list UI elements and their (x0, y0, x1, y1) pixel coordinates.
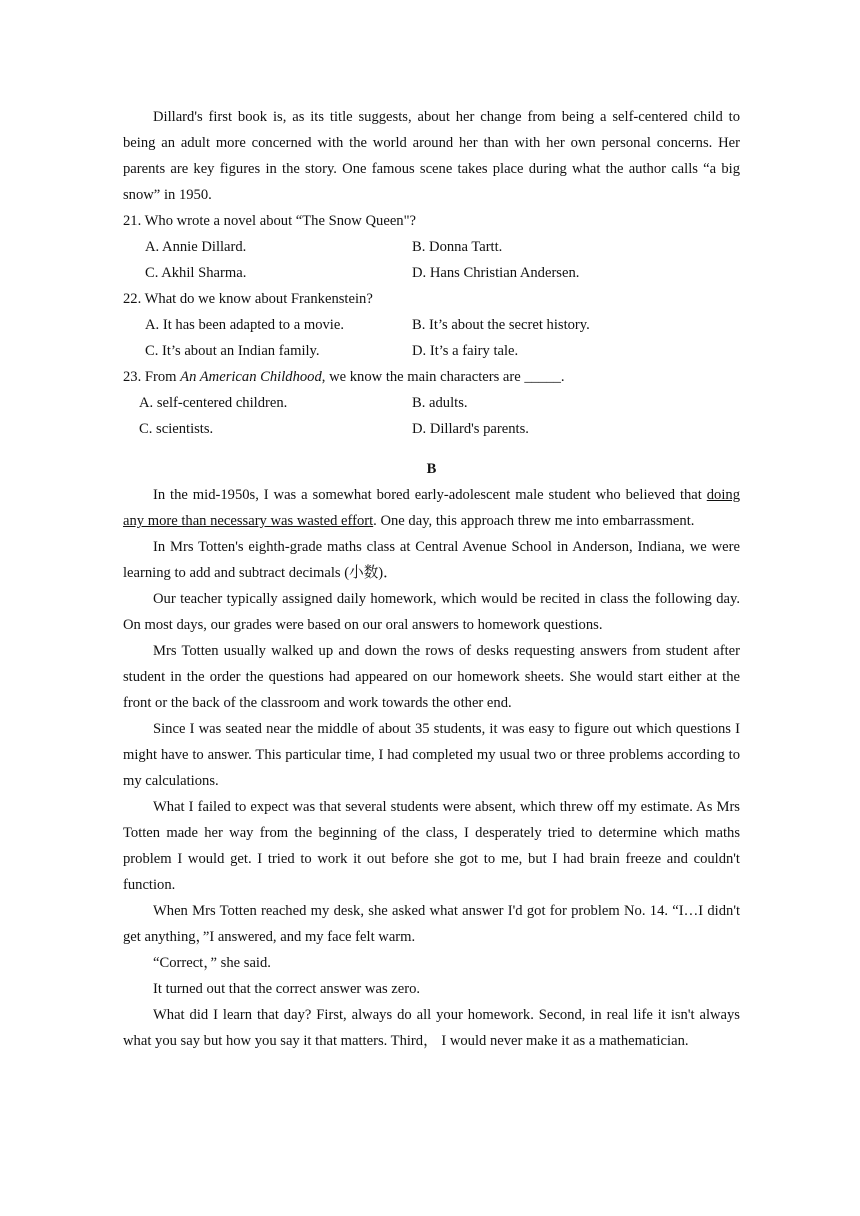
question-23-suffix: , we know the main characters are _____. (321, 369, 565, 385)
question-23-options-row-1 (123, 390, 740, 416)
passage-b-paragraph-1 (123, 482, 740, 534)
passage-b-paragraph-9: It turned out that the correct answer was zero. (153, 981, 421, 997)
question-21-options-row-2 (123, 260, 740, 286)
option-21c[interactable]: C. Akhil Sharma. (145, 265, 247, 281)
passage-b-paragraph-2: In Mrs Totten's eighth-grade maths class at Central Avenue School in Anderson, Indiana, we were learning to add and subtract decimals (小数)． (123, 539, 740, 581)
option-22b[interactable]: B. It’s about the secret history. (412, 317, 590, 333)
document-page (123, 104, 740, 1054)
question-21-stem: 21. Who wrote a novel about “The Snow Queen"? (123, 213, 417, 229)
section-b-title: B (426, 461, 437, 477)
question-22-options-row-1 (123, 312, 740, 338)
question-22-options-row-2 (123, 338, 740, 364)
passage-b-paragraph-7: When Mrs Totten reached my desk, she asked what answer I'd got for problem No. 14. “I…I didn't get anything，”I answered, and my face felt warm. (123, 903, 740, 945)
option-21d[interactable]: D. Hans Christian Andersen. (412, 265, 580, 281)
question-23-prefix: 23. From (123, 369, 181, 385)
book-title: An American Childhood (180, 369, 322, 385)
passage-b-paragraph-8: “Correct，” she said. (153, 955, 271, 971)
question-21-options-row-1 (123, 234, 740, 260)
option-22a[interactable]: A. It has been adapted to a movie. (145, 317, 344, 333)
p1-before: In the mid-1950s, I was a somewhat bored early-adolescent male student who believed that (153, 487, 707, 503)
option-22d[interactable]: D. It’s a fairy tale. (412, 343, 519, 359)
passage-b-paragraph-10: What did I learn that day? First, always do all your homework. Second, in real life it isn't always what you say but how you say it that matters. Third， I would never make it as a mathematician. (123, 1007, 740, 1049)
passage-b-paragraph-5: Since I was seated near the middle of about 35 students, it was easy to figure out which questions I might have to answer. This particular time, I had completed my usual two or three problems according to my calculations. (123, 721, 740, 789)
underlined-phrase: doing any more than necessary was wasted effort (123, 487, 740, 529)
question-22-stem: 22. What do we know about Frankenstein? (123, 291, 373, 307)
option-23a[interactable]: A. self-centered children. (139, 395, 288, 411)
option-23c[interactable]: C. scientists. (139, 421, 214, 437)
option-23d[interactable]: D. Dillard's parents. (412, 421, 529, 437)
passage-b-paragraph-4: Mrs Totten usually walked up and down the rows of desks requesting answers from student after student in the order the questions had appeared on our homework sheets. She would start either at the front or the back of the classroom and work towards the other end. (123, 643, 740, 711)
intro-paragraph: Dillard's first book is, as its title suggests, about her change from being a self-centered child to being an adult more concerned with the world around her than with her own personal concerns. Her parents are key figures in the story. One famous scene takes place during what the author calls “a big snow” in 1950. (123, 109, 740, 203)
option-23b[interactable]: B. adults. (412, 395, 468, 411)
option-22c[interactable]: C. It’s about an Indian family. (145, 343, 320, 359)
option-21a[interactable]: A. Annie Dillard. (145, 239, 247, 255)
passage-b-paragraph-6: What I failed to expect was that several students were absent, which threw off my estimate. As Mrs Totten made her way from the beginning of the class, I desperately tried to determine which maths problem I would get. I tried to work it out before she got to me, but I had brain freeze and couldn't function. (123, 799, 740, 893)
question-23-options-row-2 (123, 416, 740, 442)
question-23-stem (123, 364, 740, 390)
passage-b-paragraph-3: Our teacher typically assigned daily homework, which would be recited in class the following day. On most days, our grades were based on our oral answers to homework questions. (123, 591, 740, 633)
p1-after: . One day, this approach threw me into embarrassment. (373, 513, 695, 529)
option-21b[interactable]: B. Donna Tartt. (412, 239, 503, 255)
